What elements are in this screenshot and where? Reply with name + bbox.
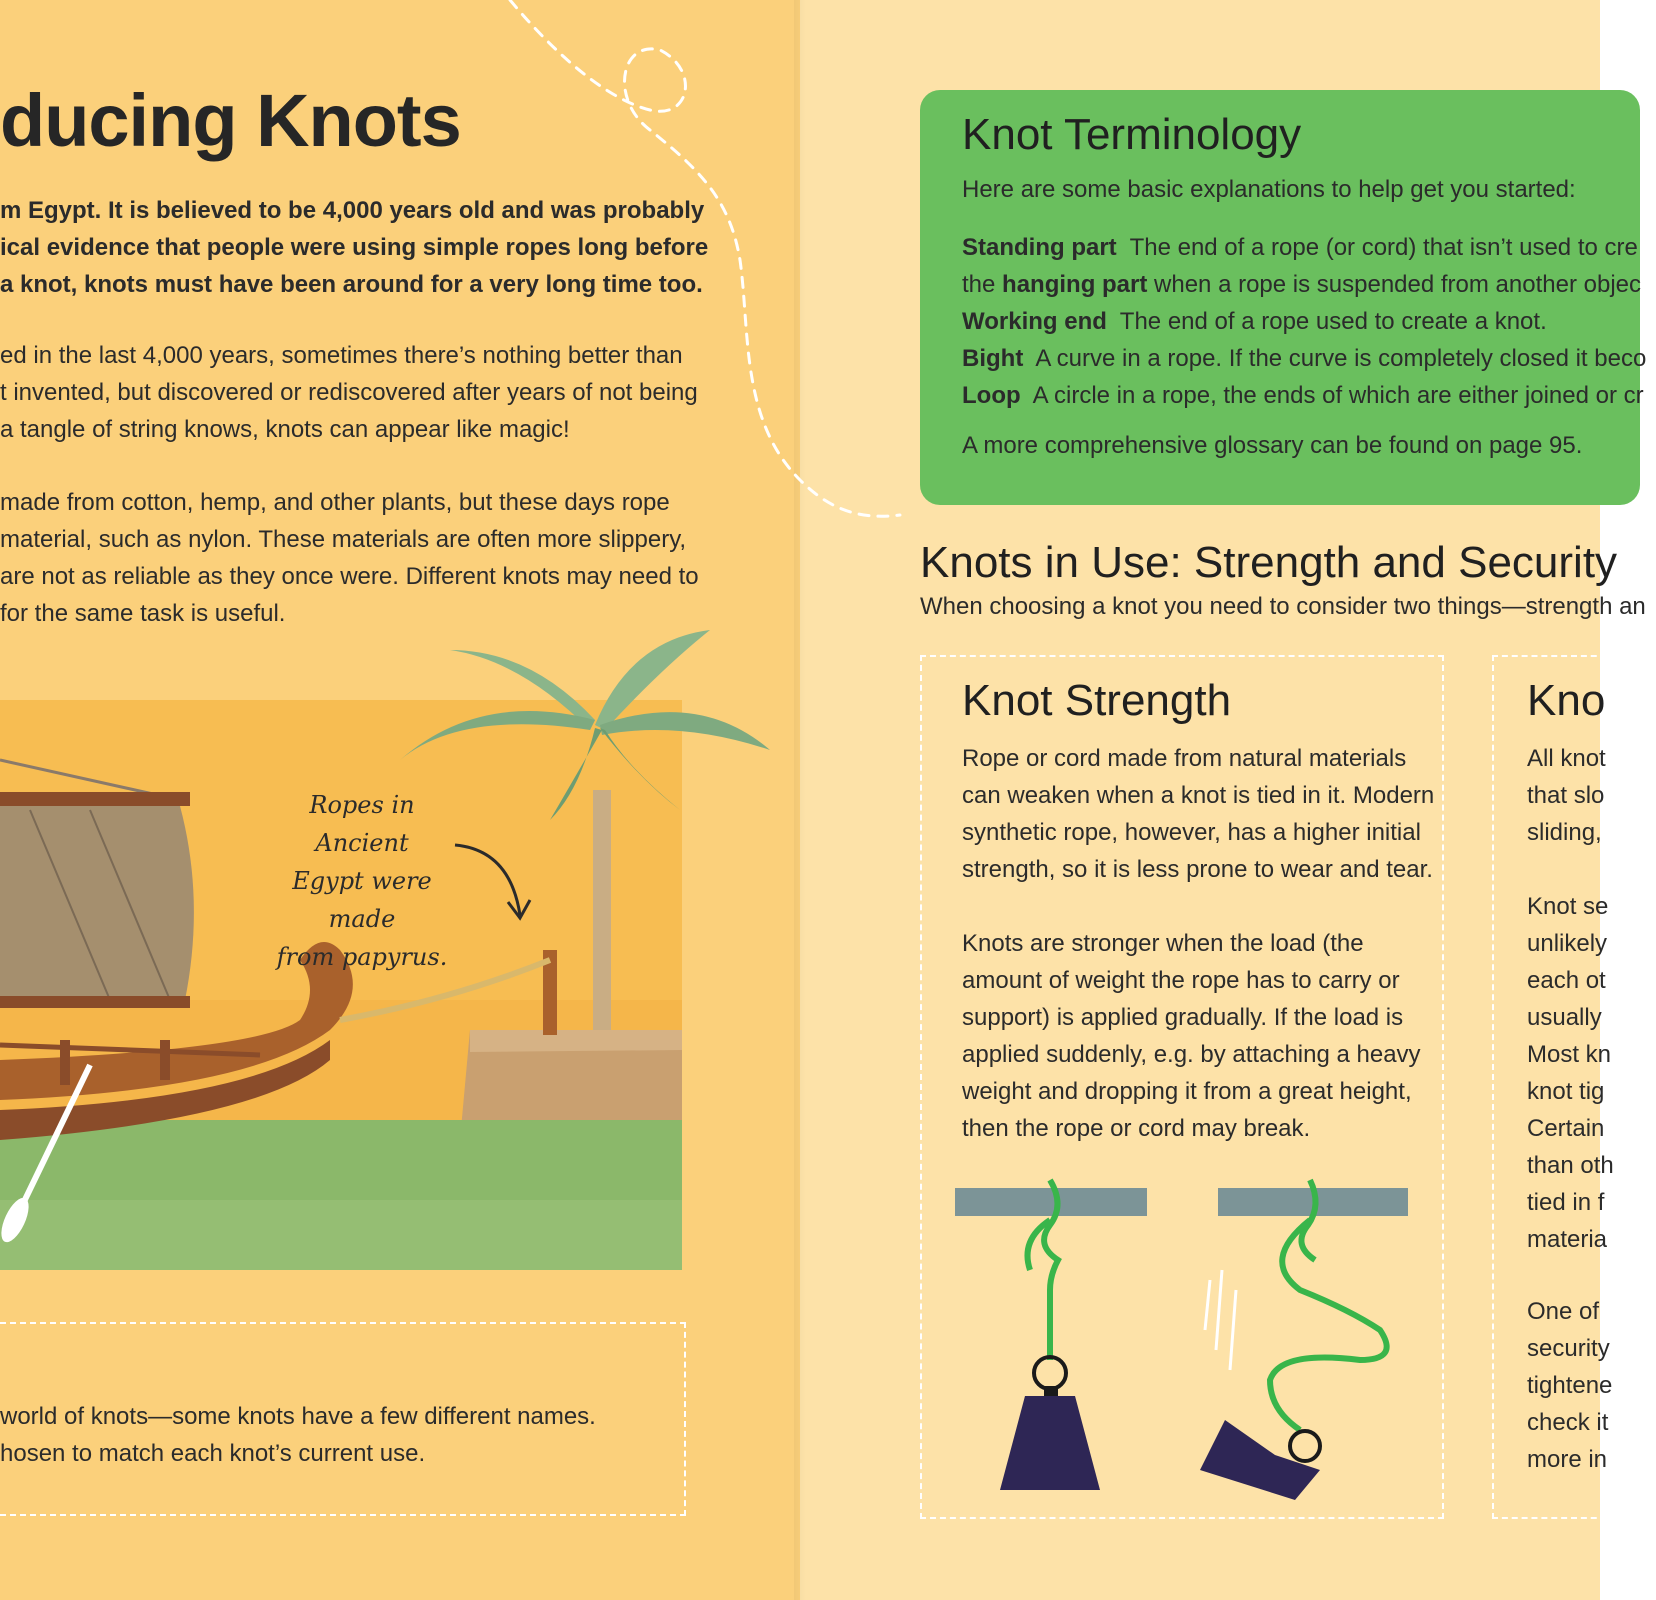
term-definition: A curve in a rope. If the curve is completely closed it beco xyxy=(1023,345,1647,372)
knot-strength-title: Knot Strength xyxy=(962,676,1232,725)
body-line: tightene xyxy=(1527,1372,1613,1399)
term-definition: The end of a rope used to create a knot. xyxy=(1106,308,1547,335)
term-definition: A circle in a rope, the ends of which are either joined or cr xyxy=(1020,382,1644,409)
body-line: security xyxy=(1527,1335,1610,1362)
body-line: synthetic rope, however, has a higher initial xyxy=(962,819,1421,846)
gradual-load-illustration xyxy=(950,1180,1150,1490)
intro-line: a knot, knots must have been around for a very long time too. xyxy=(0,271,703,298)
body-line: more in xyxy=(1527,1446,1608,1473)
body-line: support) is applied gradually. If the load is xyxy=(962,1004,1404,1031)
section-title: Knots in Use: Strength and Security xyxy=(920,538,1618,587)
terminology-title: Knot Terminology xyxy=(962,110,1302,159)
caption-line: Ropes in Ancient xyxy=(309,791,415,857)
caption-line: Egypt were made xyxy=(292,867,432,933)
note-line: world of knots—some knots have a few different names. xyxy=(0,1403,596,1430)
body-line: One of xyxy=(1527,1298,1600,1325)
illustration-caption xyxy=(262,786,462,976)
body-line: unlikely xyxy=(1527,930,1608,957)
terminology-intro: Here are some basic explanations to help get you started: xyxy=(962,176,1576,203)
body-line: materia xyxy=(1527,1226,1608,1253)
note-text xyxy=(0,1398,596,1472)
body-line: ed in the last 4,000 years, sometimes there’s nothing better than xyxy=(0,342,683,369)
body-line: applied suddenly, e.g. by attaching a heavy xyxy=(962,1041,1421,1068)
terminology-list xyxy=(962,229,1646,414)
body-line: then the rope or cord may break. xyxy=(962,1115,1311,1142)
body-line: All knot xyxy=(1527,745,1606,772)
body-line: each ot xyxy=(1527,967,1606,994)
term-definition: The end of a rope (or cord) that isn’t used to cre xyxy=(1116,234,1638,261)
body-line: are not as reliable as they once were. Different knots may need to xyxy=(0,563,699,590)
caption-line: from papyrus. xyxy=(276,943,448,971)
term-name: hanging part xyxy=(1002,271,1148,298)
term-prefix: the xyxy=(962,271,1003,298)
intro-paragraph xyxy=(0,192,709,303)
body-paragraph-1 xyxy=(0,337,698,448)
body-line: can weaken when a knot is tied in it. Modern xyxy=(962,782,1435,809)
term-loop xyxy=(962,377,1646,414)
body-line: check it xyxy=(1527,1409,1609,1436)
term-name: Standing part xyxy=(962,234,1117,261)
term-working-end xyxy=(962,303,1646,340)
section-subtitle: When choosing a knot you need to consider two things—strength an xyxy=(920,593,1646,620)
term-bight xyxy=(962,340,1646,377)
body-line: Knots are stronger when the load (the xyxy=(962,930,1364,957)
body-line: usually xyxy=(1527,1004,1602,1031)
terminology-footer: A more comprehensive glossary can be found on page 95. xyxy=(962,432,1583,459)
body-line: sliding, xyxy=(1527,819,1602,846)
body-line: than oth xyxy=(1527,1152,1614,1179)
term-name: Working end xyxy=(962,308,1107,335)
body-line: Certain xyxy=(1527,1115,1605,1142)
body-line: a tangle of string knows, knots can appear like magic! xyxy=(0,416,570,443)
term-hanging-part xyxy=(962,266,1646,303)
body-line: amount of weight the rope has to carry or xyxy=(962,967,1400,994)
body-line: knot tig xyxy=(1527,1078,1605,1105)
page-title: ducing Knots xyxy=(0,79,461,162)
body-line: weight and dropping it from a great height, xyxy=(962,1078,1412,1105)
body-line: made from cotton, hemp, and other plants, but these days rope xyxy=(0,489,670,516)
term-definition: when a rope is suspended from another objec xyxy=(1147,271,1641,298)
knot-security-paragraph-2 xyxy=(1527,888,1614,1258)
body-paragraph-2 xyxy=(0,484,699,632)
knot-security-paragraph-3 xyxy=(1527,1293,1612,1478)
body-line: tied in f xyxy=(1527,1189,1605,1216)
knot-security-paragraph-1 xyxy=(1527,740,1606,851)
caption-arrow-icon xyxy=(450,830,540,930)
body-line: Rope or cord made from natural materials xyxy=(962,745,1407,772)
intro-line: ical evidence that people were using simple ropes long before xyxy=(0,234,709,261)
body-line: that slo xyxy=(1527,782,1605,809)
body-line: Knot se xyxy=(1527,893,1609,920)
term-name: Bight xyxy=(962,345,1024,372)
knot-strength-paragraph-1 xyxy=(962,740,1434,888)
intro-line: m Egypt. It is believed to be 4,000 years old and was probably xyxy=(0,197,705,224)
body-line: for the same task is useful. xyxy=(0,600,286,627)
term-name: Loop xyxy=(962,382,1021,409)
body-line: material, such as nylon. These materials are often more slippery, xyxy=(0,526,687,553)
knot-strength-paragraph-2 xyxy=(962,925,1421,1147)
knot-security-title: Kno xyxy=(1527,676,1606,725)
term-standing-part xyxy=(962,229,1646,266)
body-line: t invented, but discovered or rediscovered after years of not being xyxy=(0,379,698,406)
sudden-load-illustration xyxy=(1200,1180,1420,1500)
body-line: Most kn xyxy=(1527,1041,1612,1068)
note-line: hosen to match each knot’s current use. xyxy=(0,1440,426,1467)
body-line: strength, so it is less prone to wear and tear. xyxy=(962,856,1433,883)
